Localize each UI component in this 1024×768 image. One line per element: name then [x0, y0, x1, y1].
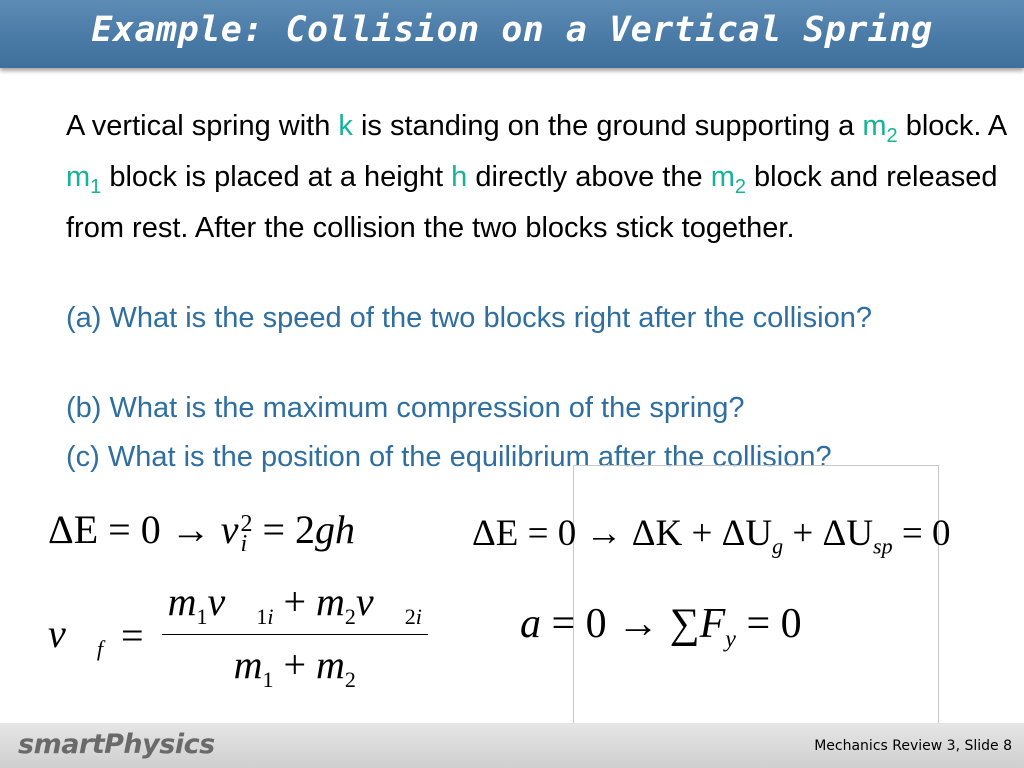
intro-text-4: block is placed at a height	[101, 160, 452, 193]
intro-text-5: directly above the	[467, 160, 711, 193]
footer-bar	[0, 723, 1024, 768]
var-m2-sub: 2	[886, 124, 898, 147]
question-c: (c) What is the position of the equilibrium after the collision?	[66, 441, 832, 473]
intro-paragraph	[66, 106, 1006, 249]
equation-free-fall: ΔE = 0 → v 2 i = 2gh	[48, 507, 356, 557]
var-h: h	[451, 160, 468, 193]
slide-number-label: Mechanics Review 3, Slide 8	[814, 738, 1012, 754]
intro-text-2: is standing on the ground supporting a	[352, 110, 863, 142]
var-m2-letter: m	[862, 110, 887, 142]
question-a: (a) What is the speed of the two blocks right after the collision?	[66, 302, 872, 334]
var-m2b-sub: 2	[734, 175, 746, 198]
title-bar	[0, 0, 1024, 68]
var-k: k	[338, 110, 353, 142]
momentum-fraction: $\frac{m_1v⃗_{1i} + m_2v⃗_{2i}}{m_1 + m_2}$	[162, 578, 428, 693]
var-m1-sub: 1	[90, 175, 102, 198]
slide-title: Example: Collision on a Vertical Spring	[91, 10, 933, 50]
var-m1	[66, 160, 102, 198]
intro-text-1: A vertical spring with	[66, 110, 339, 142]
var-m2	[862, 110, 898, 147]
equation-momentum: $v⃗_f$ = $\frac{m_1v⃗_{1i} + m_2v⃗_{2i}}{m_1 + m_2}$	[48, 578, 428, 693]
equation-energy-spring: $\Delta E = 0 \to \Delta K + \Delta U_g + \Delta U_{sp} = 0$	[472, 513, 951, 559]
intro-text-6: block and released from rest. After the collision the two blocks stick together.	[66, 160, 998, 244]
question-b: (b) What is the maximum compression of the spring?	[66, 392, 745, 424]
smartphysics-logo: smartPhysics	[18, 729, 215, 760]
var-m2-second	[710, 160, 746, 198]
var-m2b-letter: m	[710, 160, 735, 193]
intro-text-3: block. A	[897, 110, 1006, 142]
var-m1-letter: m	[66, 160, 91, 193]
equation-equilibrium: $a = 0 \to \sum F_y = 0$	[520, 601, 802, 653]
